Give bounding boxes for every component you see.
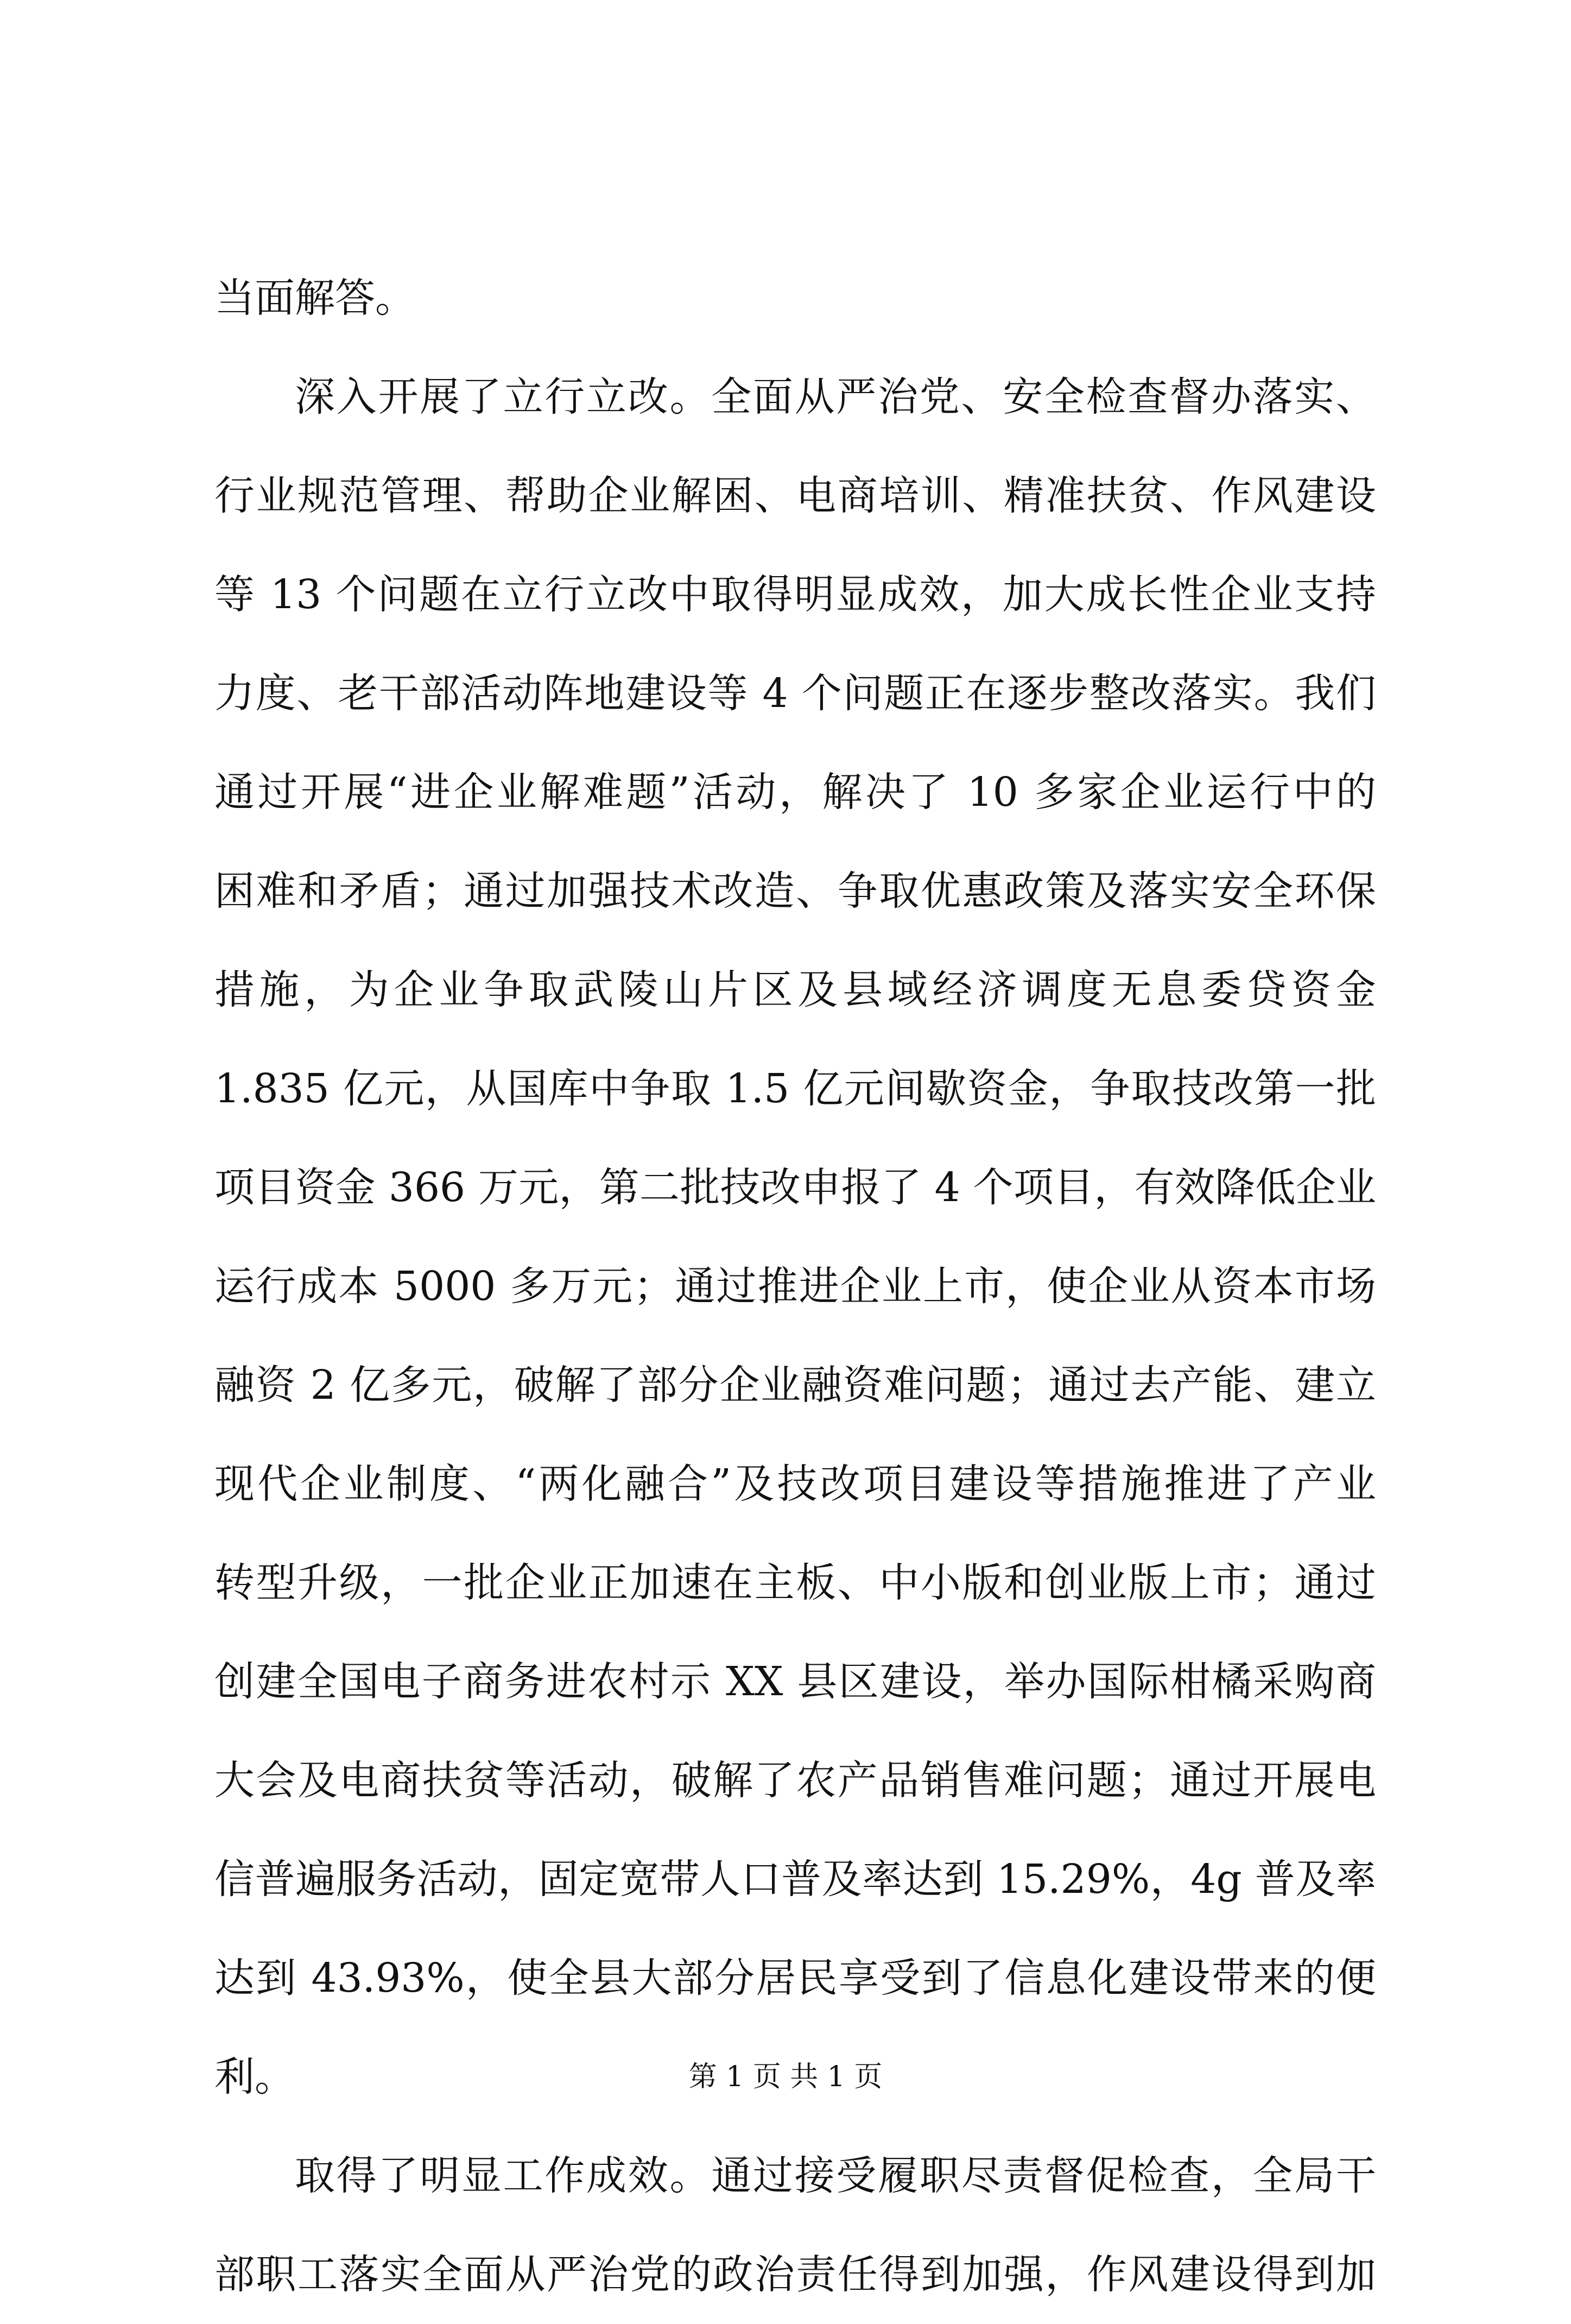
text-line: 创建全国电子商务进农村示 XX 县区建设，举办国际柑橘采购商 <box>214 1658 1376 1705</box>
text-line: 转型升级，一批企业正加速在主板、中小版和创业版上市；通过 <box>214 1559 1376 1606</box>
text-line: 行业规范管理、帮助企业解困、电商培训、精准扶贫、作风建设 <box>214 472 1376 519</box>
text-line: 部职工落实全面从严治党的政治责任得到加强，作风建设得到加 <box>214 2251 1376 2298</box>
page-number: 第 1 页 共 1 页 <box>688 2061 883 2093</box>
text-line: 等 13 个问题在立行立改中取得明显成效，加大成长性企业支持 <box>214 571 1376 618</box>
paragraph-first-line: 取得了明显工作成效。通过接受履职尽责督促检查，全局干 <box>295 2152 1376 2199</box>
text-line: 大会及电商扶贫等活动，破解了农产品销售难问题；通过开展电 <box>214 1757 1376 1804</box>
text-line: 1.835 亿元，从国库中争取 1.5 亿元间歇资金，争取技改第一批 <box>214 1065 1376 1112</box>
text-line: 措施，为企业争取武陵山片区及县域经济调度无息委贷资金 <box>214 967 1376 1013</box>
paragraph-first-line: 深入开展了立行立改。全面从严治党、安全检查督办落实、 <box>295 374 1376 420</box>
text-line: 当面解答。 <box>214 275 415 321</box>
text-line: 通过开展“进企业解难题”活动，解决了 10 多家企业运行中的 <box>214 769 1376 816</box>
text-line: 运行成本 5000 多万元；通过推进企业上市，使企业从资本市场 <box>214 1263 1376 1310</box>
text-line: 融资 2 亿多元，破解了部分企业融资难问题；通过去产能、建立 <box>214 1362 1376 1409</box>
text-line: 现代企业制度、“两化融合”及技改项目建设等措施推进了产业 <box>214 1461 1376 1507</box>
text-line: 项目资金 366 万元，第二批技改申报了 4 个项目，有效降低企业 <box>214 1164 1376 1211</box>
page-footer <box>0 2058 1571 2096</box>
document-body <box>214 249 1376 2324</box>
text-line: 利。 <box>214 2054 295 2100</box>
text-line: 力度、老干部活动阵地建设等 4 个问题正在逐步整改落实。我们 <box>214 670 1376 717</box>
text-line: 达到 43.93%，使全县大部分居民享受到了信息化建设带来的便 <box>214 1955 1376 2001</box>
text-line: 信普遍服务活动，固定宽带人口普及率达到 15.29%，4g 普及率 <box>214 1856 1376 1903</box>
text-line: 困难和矛盾；通过加强技术改造、争取优惠政策及落实安全环保 <box>214 868 1376 914</box>
